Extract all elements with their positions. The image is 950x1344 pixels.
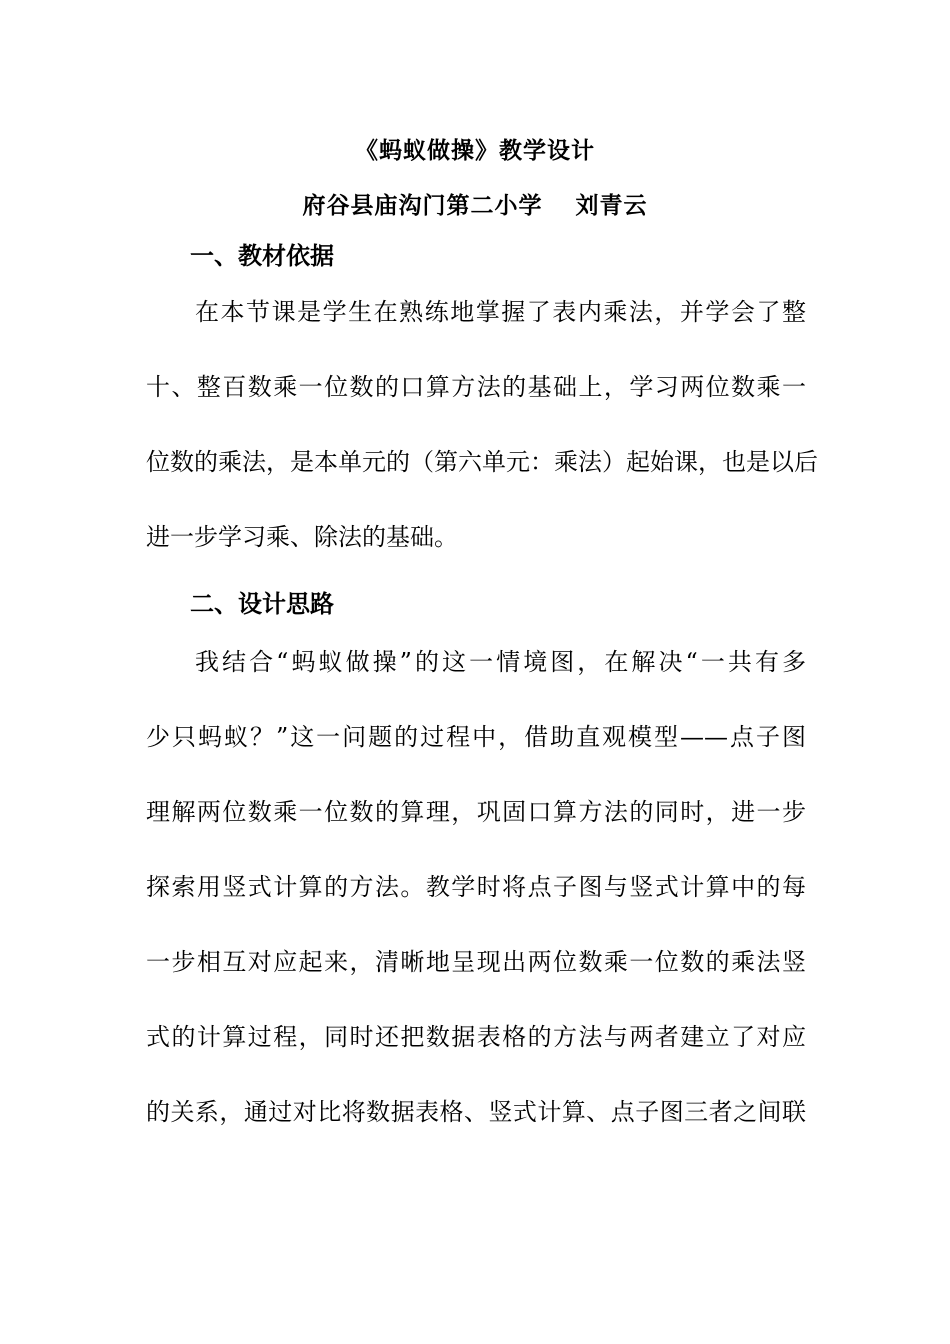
paragraph-line: 式的计算过程，同时还把数据表格的方法与两者建立了对应 (146, 1023, 806, 1051)
paragraph-line: 少只蚂蚁？”这一问题的过程中，借助直观模型——点子图 (146, 723, 806, 751)
paragraph-line: 一步相互对应起来，清晰地呈现出两位数乘一位数的乘法竖 (146, 948, 806, 976)
paragraph-line: 我结合“蚂蚁做操”的这一情境图，在解决“一共有多 (195, 648, 806, 676)
paragraph-line: 进一步学习乘、除法的基础。 (146, 523, 458, 551)
paragraph-line: 在本节课是学生在熟练地掌握了表内乘法，并学会了整 (195, 298, 806, 326)
author-line: 府谷县庙沟门第二小学 刘青云 (302, 193, 648, 219)
document-title: 《蚂蚁做操》教学设计 (355, 138, 595, 164)
paragraph-line: 十、整百数乘一位数的口算方法的基础上，学习两位数乘一 (146, 373, 806, 401)
paragraph-line: 的关系，通过对比将数据表格、竖式计算、点子图三者之间联 (146, 1098, 806, 1126)
paragraph-line: 位数的乘法，是本单元的（第六单元：乘法）起始课，也是以后 (146, 448, 818, 476)
section-heading-materials: 一、教材依据 (190, 242, 334, 270)
paragraph-line: 理解两位数乘一位数的算理，巩固口算方法的同时，进一步 (146, 798, 806, 826)
section-heading-design: 二、设计思路 (190, 590, 334, 618)
paragraph-line: 探索用竖式计算的方法。教学时将点子图与竖式计算中的每 (146, 873, 806, 901)
